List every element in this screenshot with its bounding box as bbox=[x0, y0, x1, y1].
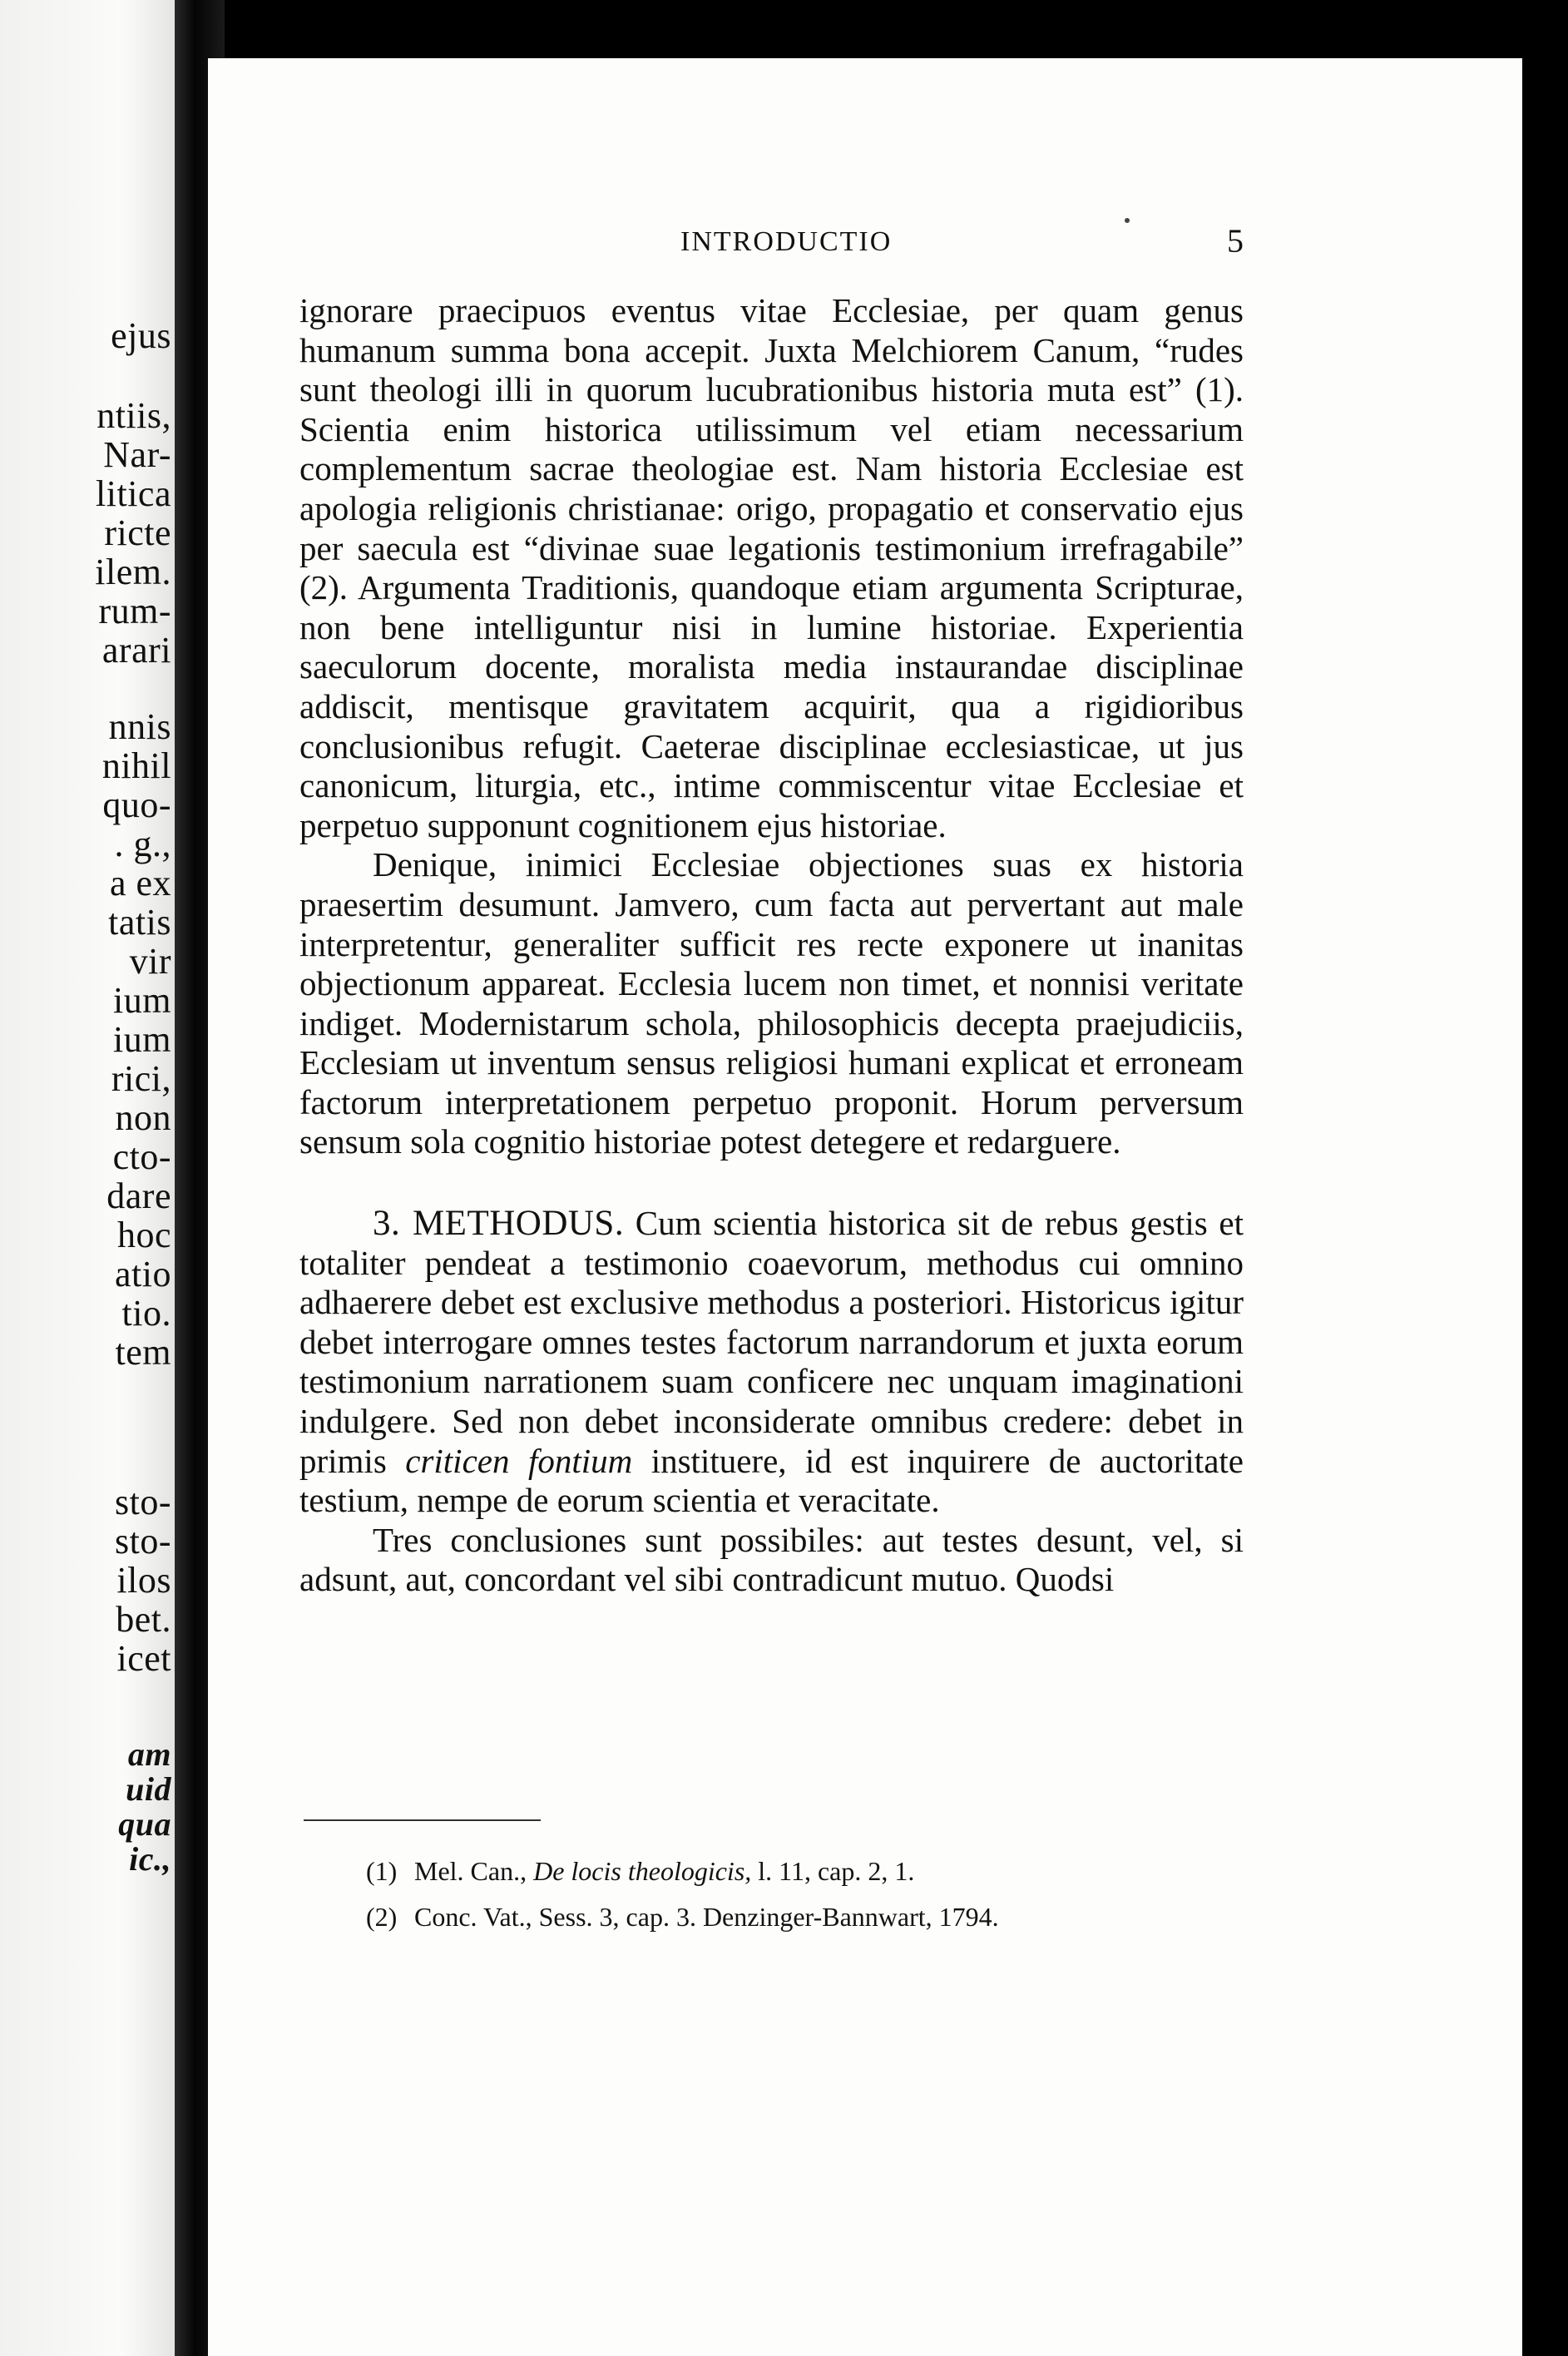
prev-line: ic., bbox=[129, 1840, 171, 1878]
prev-line: ntiis, bbox=[96, 395, 171, 436]
paragraph-text: Cum scientia historica sit de rebus gestis et totaliter pendeat a testimonio coaevorum, methodus cui omnino adhaerere debet est exclusive methodus a posteriori. Historicus igitur debet interrogare omnes testes factorum narrandorum et juxta eorum testimonium narrationem suam conficere nec unquam imaginationi indulgere. Sed non debet inconsiderate omnibus credere: debet in primis bbox=[299, 1204, 1244, 1480]
prev-line: cto- bbox=[112, 1136, 171, 1177]
prev-line: ejus bbox=[111, 315, 171, 356]
section-heading: 3. METHODUS. bbox=[373, 1204, 625, 1244]
prev-line: sto- bbox=[115, 1482, 171, 1522]
prev-line: litica bbox=[96, 473, 171, 514]
footnote-text: Conc. Vat., Sess. 3, cap. 3. Denzinger-Bannwart, 1794. bbox=[414, 1902, 999, 1932]
main-text bbox=[299, 291, 1244, 1600]
prev-line: tem bbox=[115, 1332, 171, 1373]
previous-page-fragment bbox=[0, 0, 175, 2356]
prev-line: atio bbox=[115, 1254, 171, 1294]
prev-line: bet. bbox=[116, 1599, 171, 1640]
prev-line: a ex bbox=[109, 863, 171, 903]
prev-line: ilem. bbox=[95, 552, 171, 592]
section-paragraph bbox=[299, 1204, 1244, 1521]
footnote-number: (1) bbox=[366, 1856, 398, 1886]
running-header: INTRODUCTIO bbox=[680, 226, 893, 257]
footnote-ref: l. 11, cap. 2, 1. bbox=[751, 1856, 915, 1886]
paragraph: Denique, inimici Ecclesiae objectiones suas ex historia praesertim desumunt. Jamvero, cum facta aut pervertant aut male interpretentur, generaliter sufficit res recte exponere ut inanitas objectionum appareat. Ecclesia lucem non timet, et nonnisi veritate indiget. Modernistarum schola, philosophicis decepta praejudiciis, Ecclesiam ut inventum sensus religiosi humani explicat et erroneam factorum interpretationem perpetuo proponit. Horum perversum sensum sola cognitio historiae potest detegere et redarguere. bbox=[299, 845, 1244, 1161]
prev-line: nnis bbox=[108, 706, 171, 747]
prev-line: dare bbox=[106, 1176, 171, 1216]
prev-line: uid bbox=[126, 1770, 171, 1808]
prev-line: nihil bbox=[101, 745, 171, 786]
prev-line: am bbox=[127, 1735, 171, 1773]
prev-line: non bbox=[115, 1097, 171, 1138]
prev-line: quo- bbox=[102, 785, 171, 825]
footnote-title: De locis theologicis, bbox=[533, 1856, 752, 1886]
prev-line: tatis bbox=[108, 902, 171, 943]
prev-line: rum- bbox=[98, 591, 171, 631]
prev-line: arari bbox=[101, 630, 171, 671]
book-page bbox=[208, 58, 1522, 2356]
footnote-1 bbox=[366, 1849, 1281, 1894]
prev-line: ricte bbox=[104, 512, 171, 553]
prev-line: tio. bbox=[121, 1293, 171, 1334]
print-speck bbox=[1125, 218, 1130, 223]
footnotes bbox=[366, 1849, 1281, 1940]
prev-line: Nar- bbox=[103, 434, 171, 475]
prev-line: icet bbox=[116, 1638, 171, 1679]
prev-line: ium bbox=[113, 1019, 171, 1060]
page-number: 5 bbox=[1227, 222, 1244, 260]
footnote-author: Mel. Can., bbox=[414, 1856, 534, 1886]
prev-line: . g., bbox=[114, 824, 171, 864]
prev-line: ium bbox=[113, 980, 171, 1021]
prev-line: sto- bbox=[115, 1521, 171, 1562]
footnote-rule bbox=[304, 1819, 541, 1821]
prev-line: hoc bbox=[116, 1215, 171, 1255]
footnote-2 bbox=[366, 1894, 1281, 1940]
paragraph-text: instituere, id est inquirere de auctoritate testium, nempe de eorum scientia et veracitate. bbox=[299, 1441, 1244, 1520]
italic-term: criticen fontium bbox=[405, 1441, 633, 1480]
prev-line: vir bbox=[129, 941, 171, 982]
prev-line: qua bbox=[118, 1805, 171, 1843]
paragraph: ignorare praecipuos eventus vitae Ecclesiae, per quam genus humanum summa bona accepit. Juxta Melchiorem Canum, “rudes sunt theologi illi in quorum lucubrationibus historia muta est” (1). Scientia enim historica utilissimum vel etiam necessarium complementum sacrae theologiae est. Nam historia Ecclesiae est apologia religionis christianae: origo, propagatio et conservatio ejus per saecula est “divinae suae legationis testimonium irrefragabile” (2). Argumenta Traditionis, quandoque etiam argumenta Scripturae, non bene intelliguntur nisi in lumine historiae. Experientia saeculorum docente, moralista media instaurandae disciplinae addiscit, mentisque gravitatem acquirit, qua a rigidioribus conclusionibus refugit. Caeterae disciplinae ecclesiasticae, ut jus canonicum, liturgia, etc., intime commiscentur vitae Ecclesiae et perpetuo supponunt cognitionem ejus historiae. bbox=[299, 291, 1244, 844]
footnote-number: (2) bbox=[366, 1902, 398, 1932]
prev-line: rici, bbox=[111, 1058, 171, 1099]
paragraph: Tres conclusiones sunt possibiles: aut testes desunt, vel, si adsunt, aut, concordant vel sibi contradicunt mutuo. Quodsi bbox=[299, 1520, 1244, 1599]
prev-line: ilos bbox=[116, 1560, 171, 1601]
